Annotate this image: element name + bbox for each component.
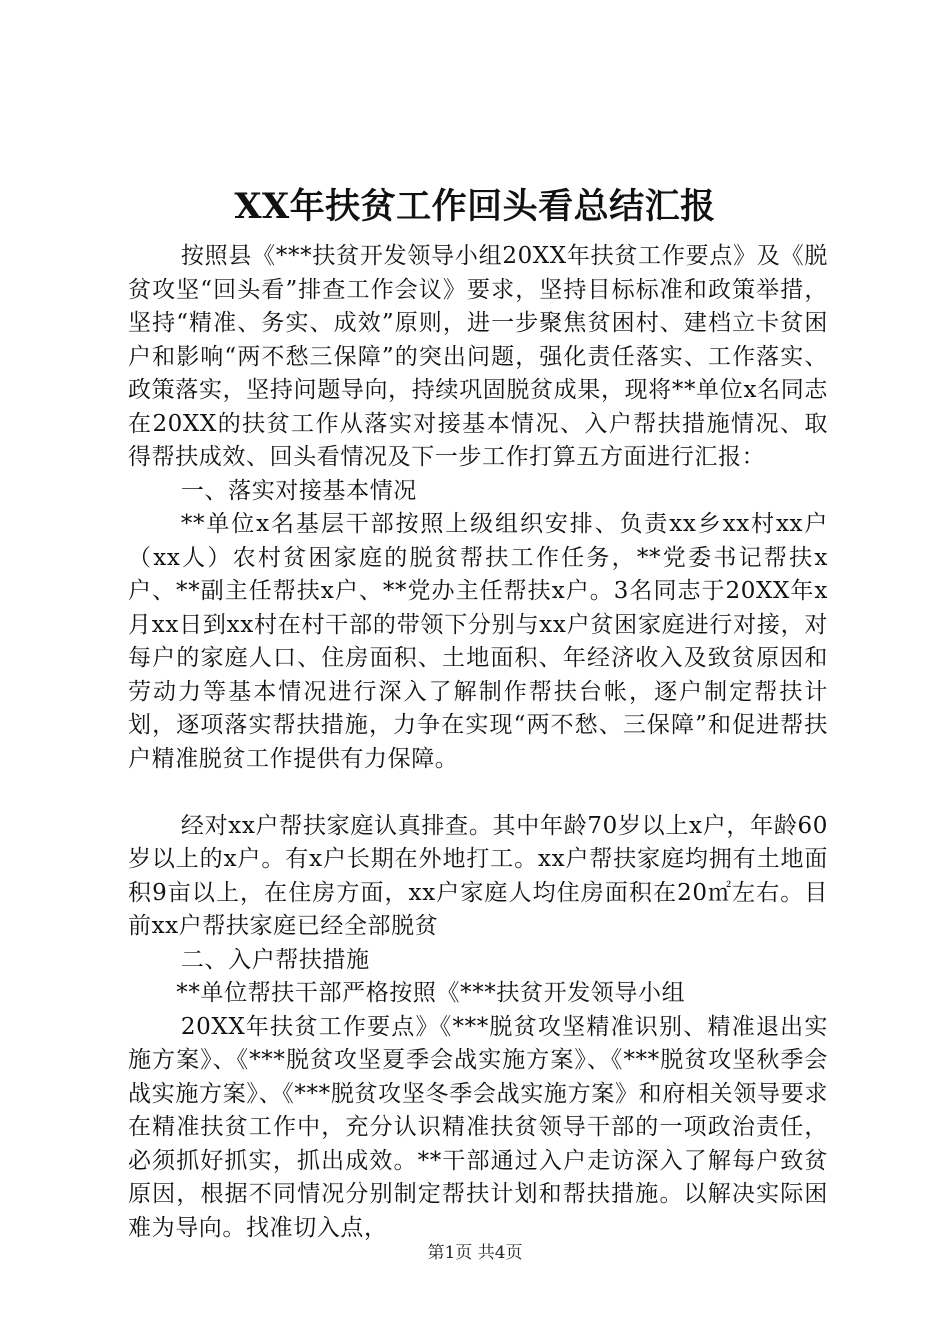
- document-body: [128, 240, 828, 1245]
- paragraph-section-1: **单位x名基层干部按照上级组织安排、负责xx乡xx村xx户（xx人）农村贫困家庭的脱贫帮扶工作任务，**党委书记帮扶x户、**副主任帮扶x户、**党办主任帮扶x户。3名同志于20XX年x月xx日到xx村在村干部的带领下分别与xx户贫困家庭进行对接，对每户的家庭人口、住房面积、土地面积、年经济收入及致贫原因和劳动力等基本情况进行深入了解制作帮扶台帐，逐户制定帮扶计划，逐项落实帮扶措施，力争在实现“两不愁、三保障”和促进帮扶户精准脱贫工作提供有力保障。: [128, 511, 828, 772]
- paragraph-section-2-lead: **单位帮扶干部严格按照《***扶贫开发领导小组: [176, 980, 686, 1006]
- document-title: XX年扶贫工作回头看总结汇报: [234, 186, 716, 227]
- section-heading-2: 二、入户帮扶措施: [180, 946, 370, 973]
- paragraph-intro: 按照县《***扶贫开发领导小组20XX年扶贫工作要点》及《脱贫攻坚“回头看”排查工作会议》要求，坚持目标标准和政策举措，坚持“精准、务实、成效”原则，进一步聚焦贫困村、建档立卡贫困户和影响“两不愁三保障”的突出问题，强化责任落实、工作落实、政策落实，坚持问题导向，持续巩固脱贫成果，现将**单位x名同志在20XX的扶贫工作从落实对接基本情况、入户帮扶措施情况、取得帮扶成效、回头看情况及下一步工作打算五方面进行汇报：: [128, 243, 828, 470]
- page-number: 第1页 共4页: [427, 1243, 523, 1263]
- paragraph-investigation: 经对xx户帮扶家庭认真排查。其中年龄70岁以上x户，年龄60岁以上的x户。有x户长期在外地打工。xx户帮扶家庭均拥有土地面积9亩以上，在住房方面，xx户家庭人均住房面积在20㎡左右。目前xx户帮扶家庭已经全部脱贫: [128, 812, 828, 939]
- paragraph-section-2: 20XX年扶贫工作要点》《***脱贫攻坚精准识别、精准退出实施方案》、《***脱贫攻坚夏季会战实施方案》、《***脱贫攻坚秋季会战实施方案》、《***脱贫攻坚冬季会战实施方案》和府相关领导要求在精准扶贫工作中，充分认识精准扶贫领导干部的一项政治责任，必须抓好抓实，抓出成效。**干部通过入户走访深入了解每户致贫原因，根据不同情况分别制定帮扶计划和帮扶措施。以解决实际困难为导向。找准切入点，: [128, 1013, 828, 1241]
- section-heading-1: 一、落实对接基本情况: [180, 477, 417, 504]
- paragraph-spacer: [128, 776, 828, 810]
